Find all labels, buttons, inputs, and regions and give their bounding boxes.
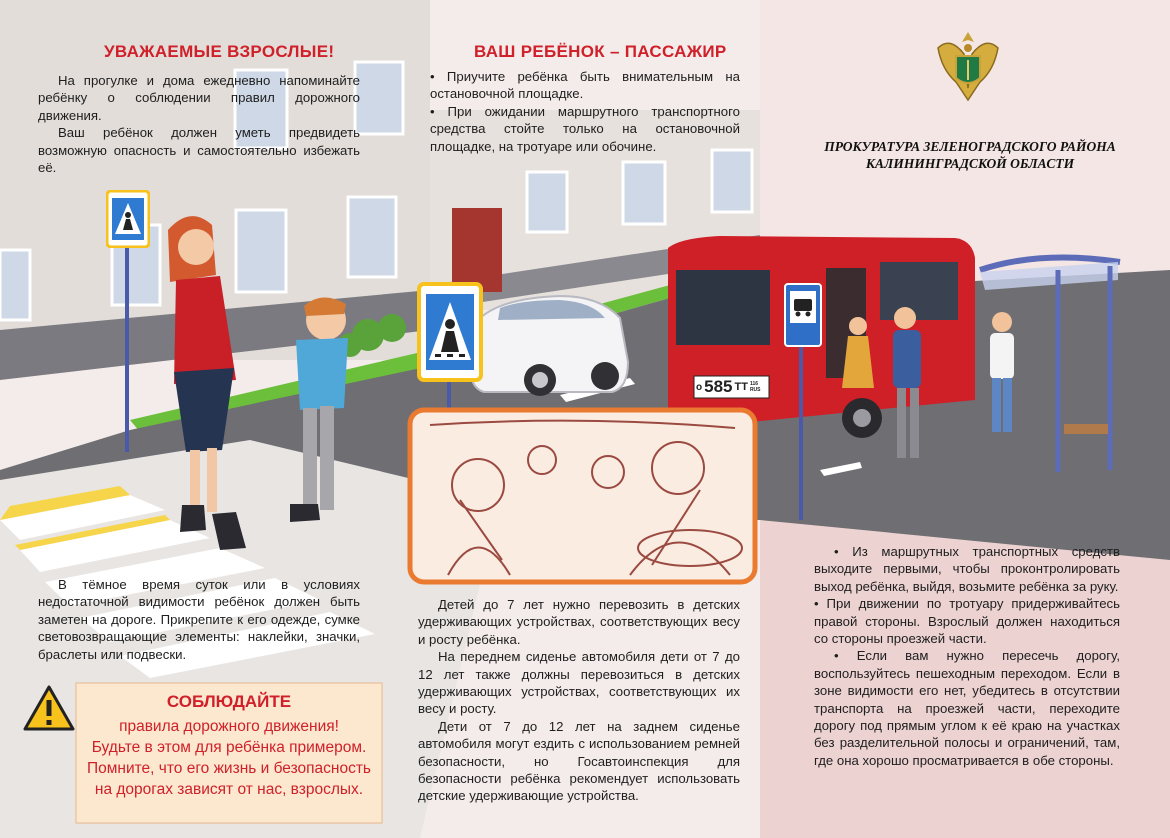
- pedestrian-crossing-sign-icon: [417, 282, 483, 382]
- plate-country: RUS: [749, 387, 761, 393]
- middle-bullet-2: • При ожидании маршрутного транспортного средства стойте только на остановочной площадке, на тротуаре или обочине.: [430, 103, 740, 154]
- left-heading: УВАЖАЕМЫЕ ВЗРОСЛЫЕ!: [104, 42, 335, 61]
- left-night-text: [38, 576, 360, 663]
- middle-bullets: [430, 68, 740, 155]
- left-intro-text: [38, 72, 360, 176]
- warning-text: [76, 716, 382, 800]
- middle-car-seat-text: [418, 596, 740, 805]
- warning-line-3: Помните, что его жизнь и безопасность: [86, 760, 372, 777]
- organization-line-2: КАЛИНИНГРАДСКОЙ ОБЛАСТИ: [865, 156, 1075, 171]
- middle-paragraph-3: Дети от 7 до 12 лет на заднем сиденье автомобиля могут ездить с использованием ремней безопасности, но Госавтоинспекция для безопасности ребёнка рекомендует использовать детские удерживающие устройства.: [418, 718, 740, 804]
- warning-line-1: правила дорожного движения!: [119, 718, 339, 735]
- warning-triangle-icon: [22, 684, 76, 732]
- left-paragraph-2: Ваш ребёнок должен уметь предвидеть возможную опасность и самостоятельно избежать её.: [38, 125, 360, 176]
- bus-stop-sign-icon: [784, 283, 822, 347]
- right-bullet-3: • Если вам нужно пересечь дорогу, воспользуйтесь пешеходным переходом. Если в зоне видимости его нет, убедитесь в отсутствии транспорта на проезжей части, переходите дорогу под прямым углом к её краю на участках без разделительной полосы и ограничений, там, где она хорошо просматривается в обе стороны.: [814, 648, 1120, 768]
- emblem-icon: [930, 26, 1006, 108]
- warning-line-2: Будьте в этом для ребёнка примером.: [91, 739, 367, 756]
- left-paragraph-3: В тёмное время суток или в условиях недостаточной видимости ребёнок должен быть заметен на дороге. Прикрепите к его одежде, сумке световозвращающие элементы: наклейки, значки, браслеты или подвески.: [38, 577, 360, 662]
- middle-bullet-1: • Приучите ребёнка быть внимательным на остановочной площадке.: [430, 69, 740, 102]
- right-bullet-1: • Из маршрутных транспортных средств выходите первыми, чтобы проконтролировать выход ребёнка, выйдя, возьмите ребёнка за руку.: [814, 544, 1120, 594]
- warning-title: СОБЛЮДАЙТЕ: [166, 692, 292, 711]
- right-bullets: [814, 543, 1120, 769]
- warning-line-4: на дорогах зависят от нас, взрослых.: [94, 781, 364, 798]
- organization-title: [798, 138, 1142, 172]
- left-paragraph-1: На прогулке и дома ежедневно напоминайте ребёнку о соблюдении правил дорожного движения.: [38, 73, 360, 123]
- pedestrian-crossing-sign-icon: [106, 190, 150, 248]
- plate-region: 116: [749, 381, 759, 387]
- organization-line-1: ПРОКУРАТУРА ЗЕЛЕНОГРАДСКОГО РАЙОНА: [824, 139, 1116, 154]
- bus-license-plate: о 585 ТТ 116 RUS: [696, 377, 761, 396]
- middle-paragraph-2: На переднем сиденье автомобиля дети от 7 до 12 лет также должны перевозиться в детских удерживающих устройствах, соответствующих их весу и росту.: [418, 649, 740, 717]
- right-bullet-2: • При движении по тротуару придерживайтесь правой стороны. Взрослый должен находиться со стороны проезжей части.: [814, 596, 1120, 647]
- plate-number: 585: [704, 377, 733, 396]
- middle-paragraph-1: Детей до 7 лет нужно перевозить в детских удерживающих устройствах, соответствующих весу и росту ребёнка.: [418, 597, 740, 647]
- plate-letters: ТТ: [734, 381, 748, 393]
- middle-heading: ВАШ РЕБЁНОК – ПАССАЖИР: [474, 42, 727, 61]
